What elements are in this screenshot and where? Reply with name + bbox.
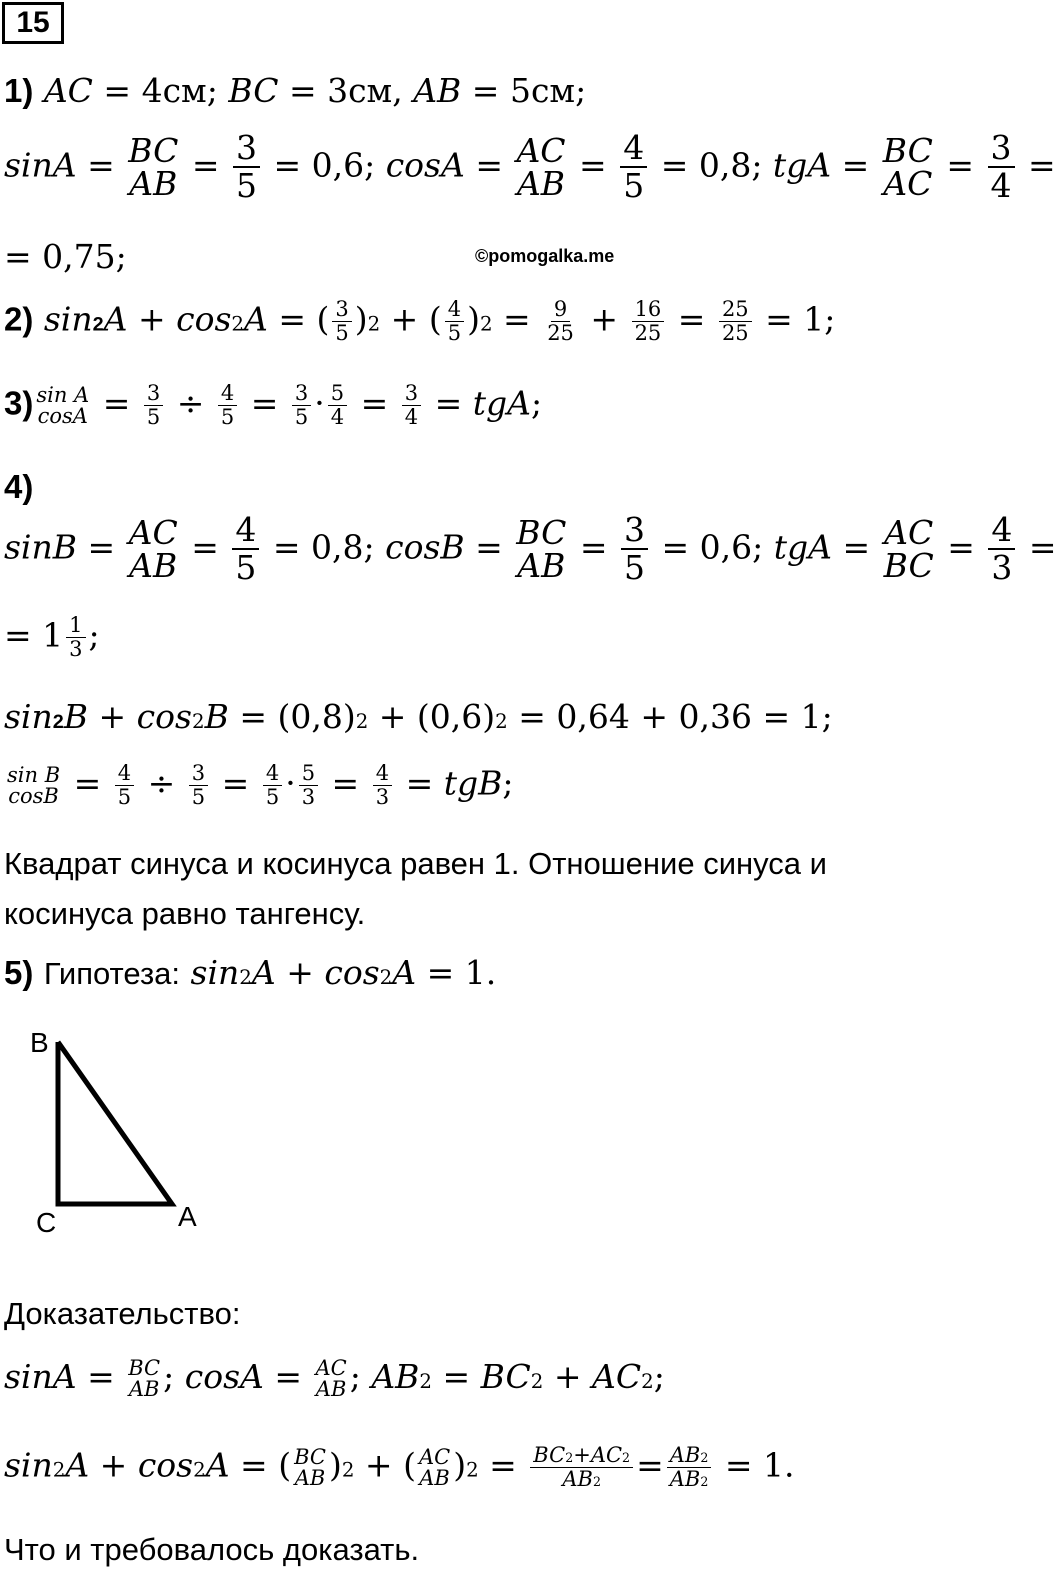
part-2-label: 2) <box>4 300 34 338</box>
vertex-c-label: C <box>36 1207 57 1238</box>
line-1-trig: sinA = BC AB = $\frac{3}{5}$ = 0,6; cosA = AC AB = $\frac{4}{5}$ = 0,8; tgA = BC AC = $\frac{3}{4}$ = <box>4 128 1056 206</box>
line-1-given: 1) AC = 4см; BC = 3см, AB = 5см; <box>4 71 587 110</box>
qed-text: Что и требовалось доказать. <box>4 1532 420 1567</box>
line-4-identity: $\sin^2B + \cos^2B = (0,8)^2 + (0,6)^2 = 0,64 + 0,36 = 1$; <box>4 697 833 736</box>
part-3-label: 3) <box>4 384 34 422</box>
hypothesis-label: Гипотеза: <box>43 956 181 991</box>
vertex-a-label: A <box>178 1201 197 1232</box>
proof-line-2: $\sin^2A + \cos^2A$ = ( BC AB )$^2$ + ( AC AB )$^2$ = $\frac{BC^2+AC^2}{AB^2}$ = $\frac{AB^2}{AB^2}$ = 1. <box>4 1443 795 1492</box>
line-5-hypothesis: 5) Гипотеза: $\sin^2A + \cos^2A = 1$. <box>4 953 497 992</box>
triangle-shape <box>58 1042 172 1204</box>
conclusion-line-2: косинуса равно тангенсу. <box>4 896 366 931</box>
task-number-box: 15 <box>2 2 64 44</box>
part-1-label: 1) <box>4 72 34 109</box>
line-1-result: = 0,75; <box>4 237 127 276</box>
line-4-label <box>4 470 33 503</box>
watermark: ©pomogalka.me <box>475 246 615 266</box>
triangle-figure <box>20 1020 240 1240</box>
line-3-ratio: 3) sin A cosA = $\frac{3}{5}$ ÷ $\frac{4}{5}$ = $\frac{3}{5}$ · $\frac{5}{4}$ = $\frac{3}{4}$ = tgA; <box>4 381 543 430</box>
proof-line-1: sinA = BC AB ; cosA = AC AB ; $AB^2 = BC^2 + AC^2$; <box>4 1356 665 1401</box>
line-4-result: = 1 $\frac{1}{3}$ ; <box>4 613 100 662</box>
vertex-b-label: B <box>30 1027 49 1058</box>
proof-label: Доказательство: <box>4 1296 241 1331</box>
conclusion-line-1: Квадрат синуса и косинуса равен 1. Отношение синуса и <box>4 846 827 881</box>
part-5-label: 5) <box>4 954 34 991</box>
line-4-ratio: sin B cosB = $\frac{4}{5}$ ÷ $\frac{3}{5}$ = $\frac{4}{5}$ · $\frac{5}{3}$ = $\frac{4}{3}$ = tgB; <box>7 761 514 810</box>
line-4-trig: sinB = AC AB = $\frac{4}{5}$ = 0,8; cosB = BC AB = $\frac{3}{5}$ = 0,6; tgA = AC BC = $\frac{4}{3}$ = <box>4 510 1057 588</box>
part-4-label: 4) <box>4 468 34 505</box>
line-2-identity: 2) $\sin^2A + \cos^2A$ = ( $\frac{3}{5}$ )$^2$ + ( $\frac{4}{5}$ )$^2$ = $\frac{9}{25}$ + $\frac{16}{25}$ = $\frac{25}{25}$ = 1; <box>4 297 836 346</box>
